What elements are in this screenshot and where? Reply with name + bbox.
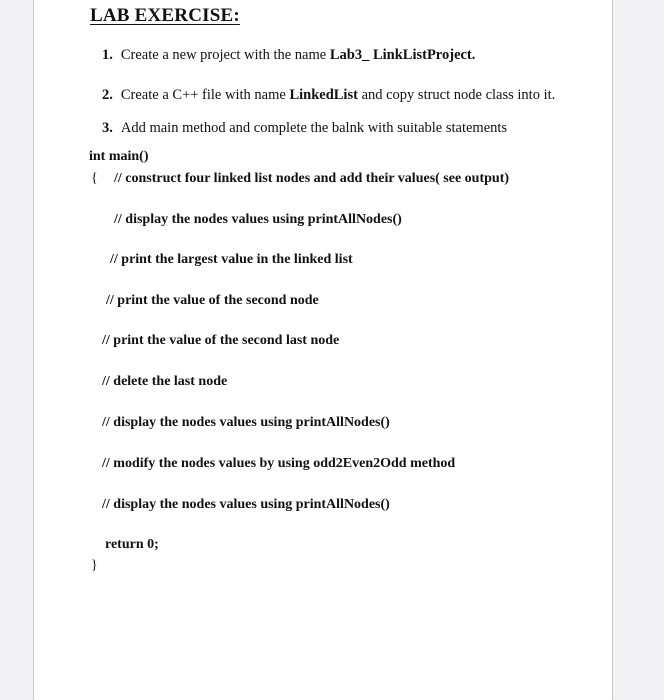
code-comment-modify: // modify the nodes values by using odd2Even2Odd method [102,456,456,471]
code-return-statement: return 0; [105,537,159,552]
code-comment-display-1: // display the nodes values using printAllNodes() [114,212,402,227]
code-comment-construct: // construct four linked list nodes and add their values( see output) [114,171,510,186]
project-name: Lab3_ LinkListProject. [329,47,476,63]
page-title: LAB EXERCISE: [90,5,240,26]
step-1 [102,47,475,64]
step-number: 3. [102,120,113,136]
step-text: Add main method and complete the balnk with suitable statements [120,120,508,136]
code-comment-second-node: // print the value of the second node [106,293,319,308]
step-number: 2. [102,87,113,103]
code-comment-largest: // print the largest value in the linked list [110,252,353,267]
code-comment-display-2: // display the nodes values using printAllNodes() [102,415,390,430]
document-page [33,0,613,700]
close-brace: } [91,558,98,573]
code-comment-delete-last: // delete the last node [102,374,228,389]
step-text: Create a new project with the name [120,47,330,63]
step-text-tail: and copy struct node class into it. [357,87,556,103]
step-text: Create a C++ file with name [120,87,290,103]
main-signature: int main() [89,149,149,164]
code-comment-second-last: // print the value of the second last node [102,333,340,348]
step-3 [102,120,507,137]
file-name: LinkedList [289,87,358,103]
step-number: 1. [102,47,113,63]
open-brace: { [91,171,98,186]
step-2 [102,87,555,104]
code-comment-display-3: // display the nodes values using printAllNodes() [102,497,390,512]
